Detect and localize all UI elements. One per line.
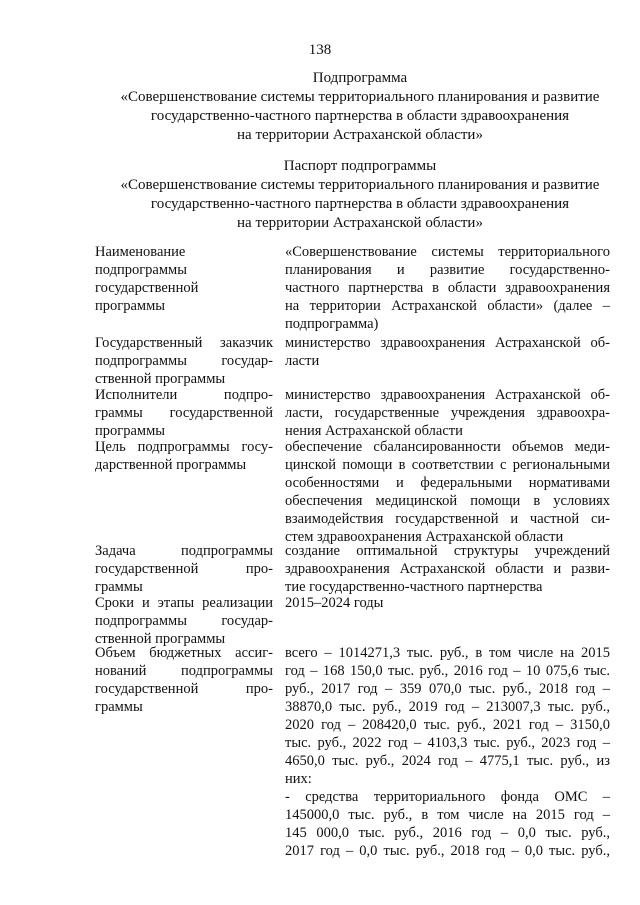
label-line: граммы государственной: [95, 405, 273, 421]
label-line: граммы: [95, 699, 143, 715]
value-line: обеспечение сбалансированности объемов меди-: [285, 439, 610, 455]
value-line: 2015–2024 годы: [285, 595, 384, 611]
value-line: подпрограмма): [285, 316, 379, 332]
passport-row-label: [95, 334, 273, 388]
passport-row-label: [95, 438, 273, 474]
value-line: нения Астраханской области: [285, 423, 463, 439]
label-line: ственной программы: [95, 371, 226, 387]
passport-row-label: [95, 542, 273, 596]
passport-row-value: [285, 644, 610, 860]
label-line: дарственной программы: [95, 457, 247, 473]
label-line: граммы: [95, 579, 143, 595]
passport-row-label: [95, 243, 273, 315]
subprogram-name-line: государственно-частного партнерства в области здравоохранения: [150, 108, 570, 124]
value-line: 38870,0 тыс. руб., 2019 год – 213007,3 тыс. руб.,: [285, 699, 610, 715]
page-number: 138: [308, 42, 332, 58]
label-line: государственной про-: [95, 681, 273, 697]
value-line: ласти: [285, 353, 320, 369]
value-line: 145000,0 тыс. руб., в том числе на 2015 год –: [285, 807, 610, 823]
passport-name-line: «Совершенствование системы территориального планирования и развитие: [120, 177, 600, 193]
value-line: министерство здравоохранения Астраханской об-: [285, 335, 610, 351]
value-line: министерство здравоохранения Астраханской об-: [285, 387, 610, 403]
passport-row-value: [285, 542, 610, 596]
label-line: государственной про-: [95, 561, 273, 577]
value-line: тыс. руб., 2022 год – 4103,3 тыс. руб., 2023 год –: [285, 735, 610, 751]
label-line: Цель подпрограммы госу-: [95, 439, 273, 455]
label-line: Государственный заказчик: [95, 335, 273, 351]
value-line: частного партнерства в области здравоохранения: [285, 280, 610, 296]
value-line: - средства территориального фонда ОМС –: [285, 789, 610, 805]
value-line: «Совершенствование системы территориального: [285, 244, 610, 260]
passport-row-value: [285, 438, 610, 546]
label-line: подпрограммы государ-: [95, 613, 273, 629]
subprogram-title: Подпрограмма: [312, 70, 408, 86]
label-line: подпрограммы: [95, 262, 187, 278]
value-line: планирования и развитие государственно-: [285, 262, 610, 278]
passport-row-value: [285, 386, 610, 440]
label-line: Объем бюджетных ассиг-: [95, 645, 273, 661]
value-line: цинской помощи в соответствии с региональными: [285, 457, 610, 473]
value-line: 145 000,0 тыс. руб., 2016 год – 0,0 тыс. руб.,: [285, 825, 610, 841]
value-line: 4650,0 тыс. руб., 2024 год – 4775,1 тыс. руб., из: [285, 753, 610, 769]
label-line: нований подпрограммы: [95, 663, 273, 679]
value-line: руб., 2017 год – 359 070,0 тыс. руб., 2018 год –: [285, 681, 610, 697]
passport-row-value: [285, 243, 610, 333]
value-line: ласти, государственные учреждения здравоохра-: [285, 405, 610, 421]
value-line: особенностями и федеральными нормативами: [285, 475, 610, 491]
passport-name-line: государственно-частного партнерства в области здравоохранения: [150, 196, 570, 212]
passport-name-line: на территории Астраханской области»: [237, 215, 483, 231]
value-line: обеспечения медицинской помощи в условиях: [285, 493, 610, 509]
label-line: Задача подпрограммы: [95, 543, 273, 559]
label-line: Сроки и этапы реализации: [95, 595, 273, 611]
value-line: стем здравоохранения Астраханской области: [285, 529, 564, 545]
subprogram-header: [90, 69, 630, 145]
passport-row-label: [95, 386, 273, 440]
value-line: 2020 год – 208420,0 тыс. руб., 2021 год – 3150,0: [285, 717, 610, 733]
label-line: Наименование: [95, 244, 186, 260]
label-line: программы: [95, 298, 165, 314]
subprogram-name-line: на территории Астраханской области»: [237, 127, 483, 143]
passport-row-label: [95, 594, 273, 648]
value-line: создание оптимальной структуры учреждений: [285, 543, 610, 559]
value-line: тие государственно-частного партнерства: [285, 579, 543, 595]
value-line: взаимодействия государственной и частной си-: [285, 511, 610, 527]
label-line: ственной программы: [95, 631, 226, 647]
passport-row-value: [285, 594, 610, 612]
value-line: год – 168 150,0 тыс. руб., 2016 год – 10 075,6 тыс.: [285, 663, 610, 679]
value-line: здравоохранения Астраханской области и разви-: [285, 561, 610, 577]
passport-header: [90, 157, 630, 233]
label-line: Исполнители подпро-: [95, 387, 273, 403]
value-line: всего – 1014271,3 тыс. руб., в том числе на 2015: [285, 645, 610, 661]
label-line: программы: [95, 423, 165, 439]
subprogram-name-line: «Совершенствование системы территориального планирования и развитие: [120, 89, 600, 105]
value-line: на территории Астраханской области» (далее –: [285, 298, 610, 314]
passport-title: Паспорт подпрограммы: [283, 158, 437, 174]
label-line: государственной: [95, 280, 199, 296]
passport-row-label: [95, 644, 273, 716]
passport-row-value: [285, 334, 610, 370]
value-line: 2017 год – 0,0 тыс. руб., 2018 год – 0,0 тыс. руб.,: [285, 843, 610, 859]
label-line: подпрограммы государ-: [95, 353, 273, 369]
value-line: них:: [285, 771, 312, 787]
